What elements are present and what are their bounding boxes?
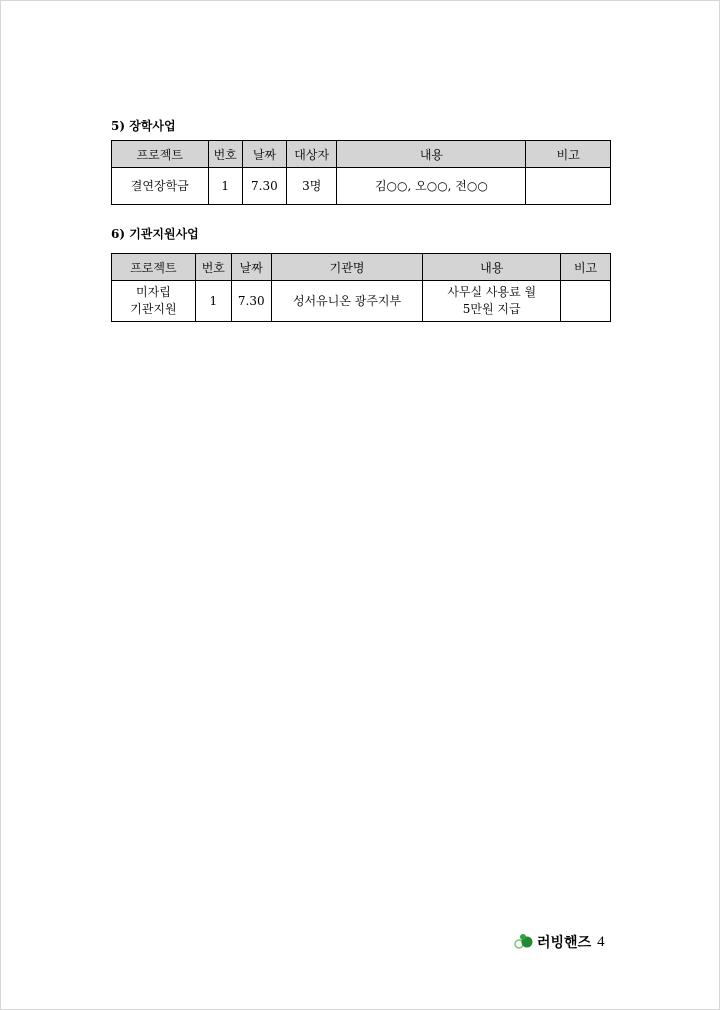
section-title-scholarship: 5) 장학사업 (111, 119, 176, 133)
page-footer (514, 930, 605, 954)
header-date: 날짜 (242, 141, 286, 168)
cell-content-line1: 사무실 사용료 월 (447, 285, 537, 299)
brand-name: 러빙핸즈 (537, 935, 592, 951)
page-number: 4 (597, 933, 605, 950)
header-date: 날짜 (231, 254, 271, 281)
cell-content: 김○○, 오○○, 전○○ (337, 168, 526, 205)
header-content: 내용 (337, 141, 526, 168)
cell-org: 성서유니온 광주지부 (271, 281, 423, 322)
header-number: 번호 (195, 254, 231, 281)
header-org: 기관명 (271, 254, 423, 281)
cell-number: 1 (208, 168, 242, 205)
cell-note (561, 281, 611, 322)
cell-project-line1: 미자립 (136, 285, 171, 299)
institution-support-table (111, 253, 611, 322)
table-header-row (112, 141, 611, 168)
header-note: 비고 (561, 254, 611, 281)
header-target: 대상자 (287, 141, 337, 168)
table-row (112, 281, 611, 322)
cell-content (423, 281, 561, 322)
header-project: 프로젝트 (112, 141, 209, 168)
header-content: 내용 (423, 254, 561, 281)
cell-number: 1 (195, 281, 231, 322)
cell-project-line2: 기관지원 (130, 302, 177, 316)
clover-logo-icon (514, 933, 534, 951)
header-note: 비고 (526, 141, 611, 168)
cell-date: 7.30 (231, 281, 271, 322)
section-title-institution-support: 6) 기관지원사업 (111, 227, 199, 241)
cell-date: 7.30 (242, 168, 286, 205)
cell-project (112, 281, 196, 322)
header-number: 번호 (208, 141, 242, 168)
scholarship-table (111, 140, 611, 205)
header-project: 프로젝트 (112, 254, 196, 281)
cell-note (526, 168, 611, 205)
clover-logo-graphic (514, 933, 534, 951)
cell-target: 3명 (287, 168, 337, 205)
cell-project: 결연장학금 (112, 168, 209, 205)
table-row (112, 168, 611, 205)
table-header-row (112, 254, 611, 281)
cell-content-line2: 5만원 지급 (462, 302, 521, 316)
